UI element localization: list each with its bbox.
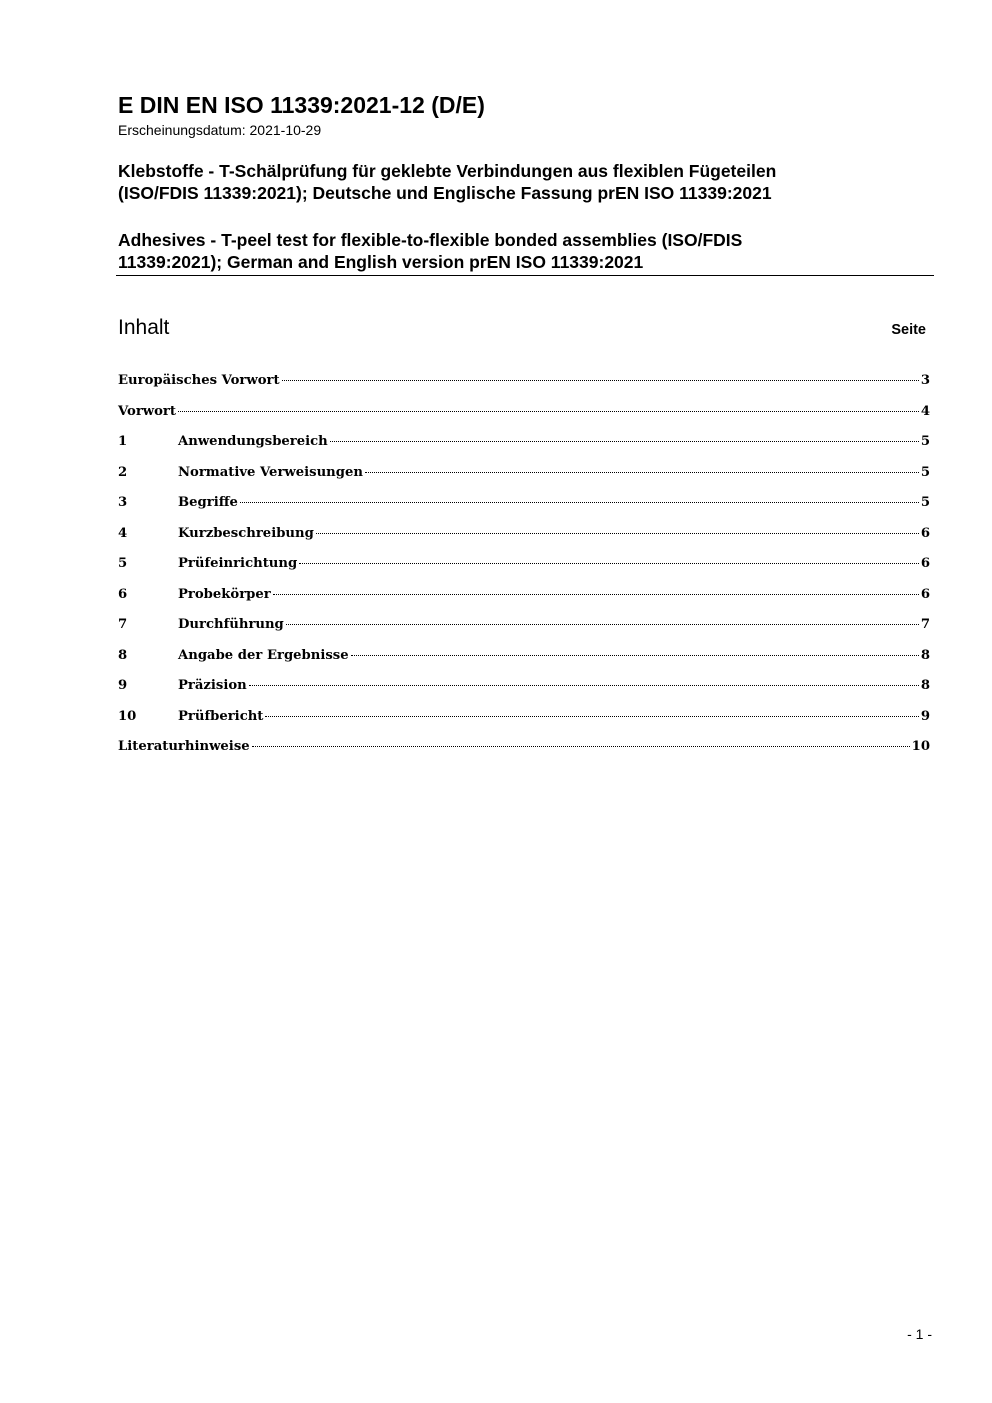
title-english-line-1: Adhesives - T-peel test for flexible-to-flexible bonded assemblies (ISO/FDIS (118, 230, 743, 250)
toc-entry[interactable] (118, 402, 930, 433)
toc-dot-leader (265, 716, 918, 717)
toc-entry[interactable] (118, 585, 930, 616)
toc-entry-number: 6 (118, 586, 128, 602)
toc-entry-page: 7 (920, 617, 930, 632)
footer-page-number: - 1 - (907, 1326, 932, 1342)
toc-entry-title: Anwendungsbereich (178, 434, 328, 449)
toc-entry-number: 4 (118, 525, 128, 541)
toc-dot-leader (282, 380, 919, 381)
toc-entry-number: 8 (118, 647, 128, 663)
toc-entry-number: 2 (118, 464, 128, 480)
toc-entry-title: Prüfeinrichtung (178, 556, 298, 571)
publication-date: Erscheinungsdatum: 2021-10-29 (118, 122, 322, 138)
toc-entry-title: Vorwort (118, 403, 176, 419)
document-id: E DIN EN ISO 11339:2021-12 (D/E) (118, 92, 485, 118)
toc-entry-page: 5 (920, 495, 930, 510)
toc-dot-leader (249, 685, 919, 686)
toc-entry-page: 6 (920, 556, 930, 571)
toc-entry-page: 10 (911, 739, 930, 754)
toc-entry[interactable] (118, 615, 930, 646)
toc-entry[interactable] (118, 524, 930, 555)
toc-entry-number: 1 (118, 434, 128, 449)
toc-dot-leader (240, 502, 919, 503)
toc-entry-page: 5 (920, 464, 930, 480)
table-of-contents (118, 371, 930, 768)
toc-entry[interactable] (118, 646, 930, 677)
toc-entry[interactable] (118, 554, 930, 585)
toc-entry-number: 5 (118, 556, 128, 571)
toc-entry-page: 4 (920, 403, 930, 419)
toc-entry[interactable] (118, 493, 930, 524)
toc-entry-number: 3 (118, 495, 128, 510)
toc-entry-title: Präzision (178, 678, 247, 693)
toc-entry[interactable] (118, 432, 930, 463)
toc-dot-leader (252, 746, 910, 747)
toc-entry-page: 3 (920, 373, 930, 388)
toc-entry-title: Europäisches Vorwort (118, 373, 280, 388)
toc-entry-page: 6 (920, 586, 930, 602)
title-english (118, 229, 918, 273)
toc-dot-leader (330, 441, 919, 442)
title-english-line-2: 11339:2021); German and English version prEN ISO 11339:2021 (118, 252, 644, 272)
toc-entry-page: 9 (920, 708, 930, 724)
toc-entry[interactable] (118, 737, 930, 768)
toc-dot-leader (299, 563, 919, 564)
toc-entry[interactable] (118, 371, 930, 402)
toc-dot-leader (178, 411, 919, 412)
toc-entry[interactable] (118, 707, 930, 738)
title-divider (116, 275, 934, 276)
toc-dot-leader (286, 624, 919, 625)
title-german (118, 160, 918, 204)
toc-entry-title: Kurzbeschreibung (178, 525, 314, 541)
toc-entry[interactable] (118, 676, 930, 707)
title-german-line-2: (ISO/FDIS 11339:2021); Deutsche und Englische Fassung prEN ISO 11339:2021 (118, 183, 772, 203)
toc-entry-number: 9 (118, 678, 128, 693)
toc-entry[interactable] (118, 463, 930, 494)
toc-dot-leader (273, 594, 919, 595)
toc-entry-page: 8 (920, 647, 930, 663)
toc-entry-page: 5 (920, 434, 930, 449)
toc-dot-leader (316, 533, 919, 534)
toc-entry-title: Literaturhinweise (118, 739, 250, 754)
toc-entry-title: Begriffe (178, 495, 238, 510)
toc-entry-title: Normative Verweisungen (178, 464, 363, 480)
toc-entry-title: Durchführung (178, 617, 284, 632)
toc-entry-number: 10 (118, 708, 137, 724)
toc-dot-leader (351, 655, 919, 656)
toc-entry-title: Angabe der Ergebnisse (178, 647, 349, 663)
toc-page-column-label: Seite (891, 322, 926, 338)
toc-heading: Inhalt (118, 316, 170, 339)
toc-dot-leader (365, 472, 919, 473)
toc-entry-page: 6 (920, 525, 930, 541)
toc-entry-number: 7 (118, 617, 128, 632)
title-german-line-1: Klebstoffe - T-Schälprüfung für geklebte Verbindungen aus flexiblen Fügeteilen (118, 161, 777, 181)
toc-entry-page: 8 (920, 678, 930, 693)
toc-entry-title: Probekörper (178, 586, 271, 602)
toc-entry-title: Prüfbericht (178, 708, 264, 724)
